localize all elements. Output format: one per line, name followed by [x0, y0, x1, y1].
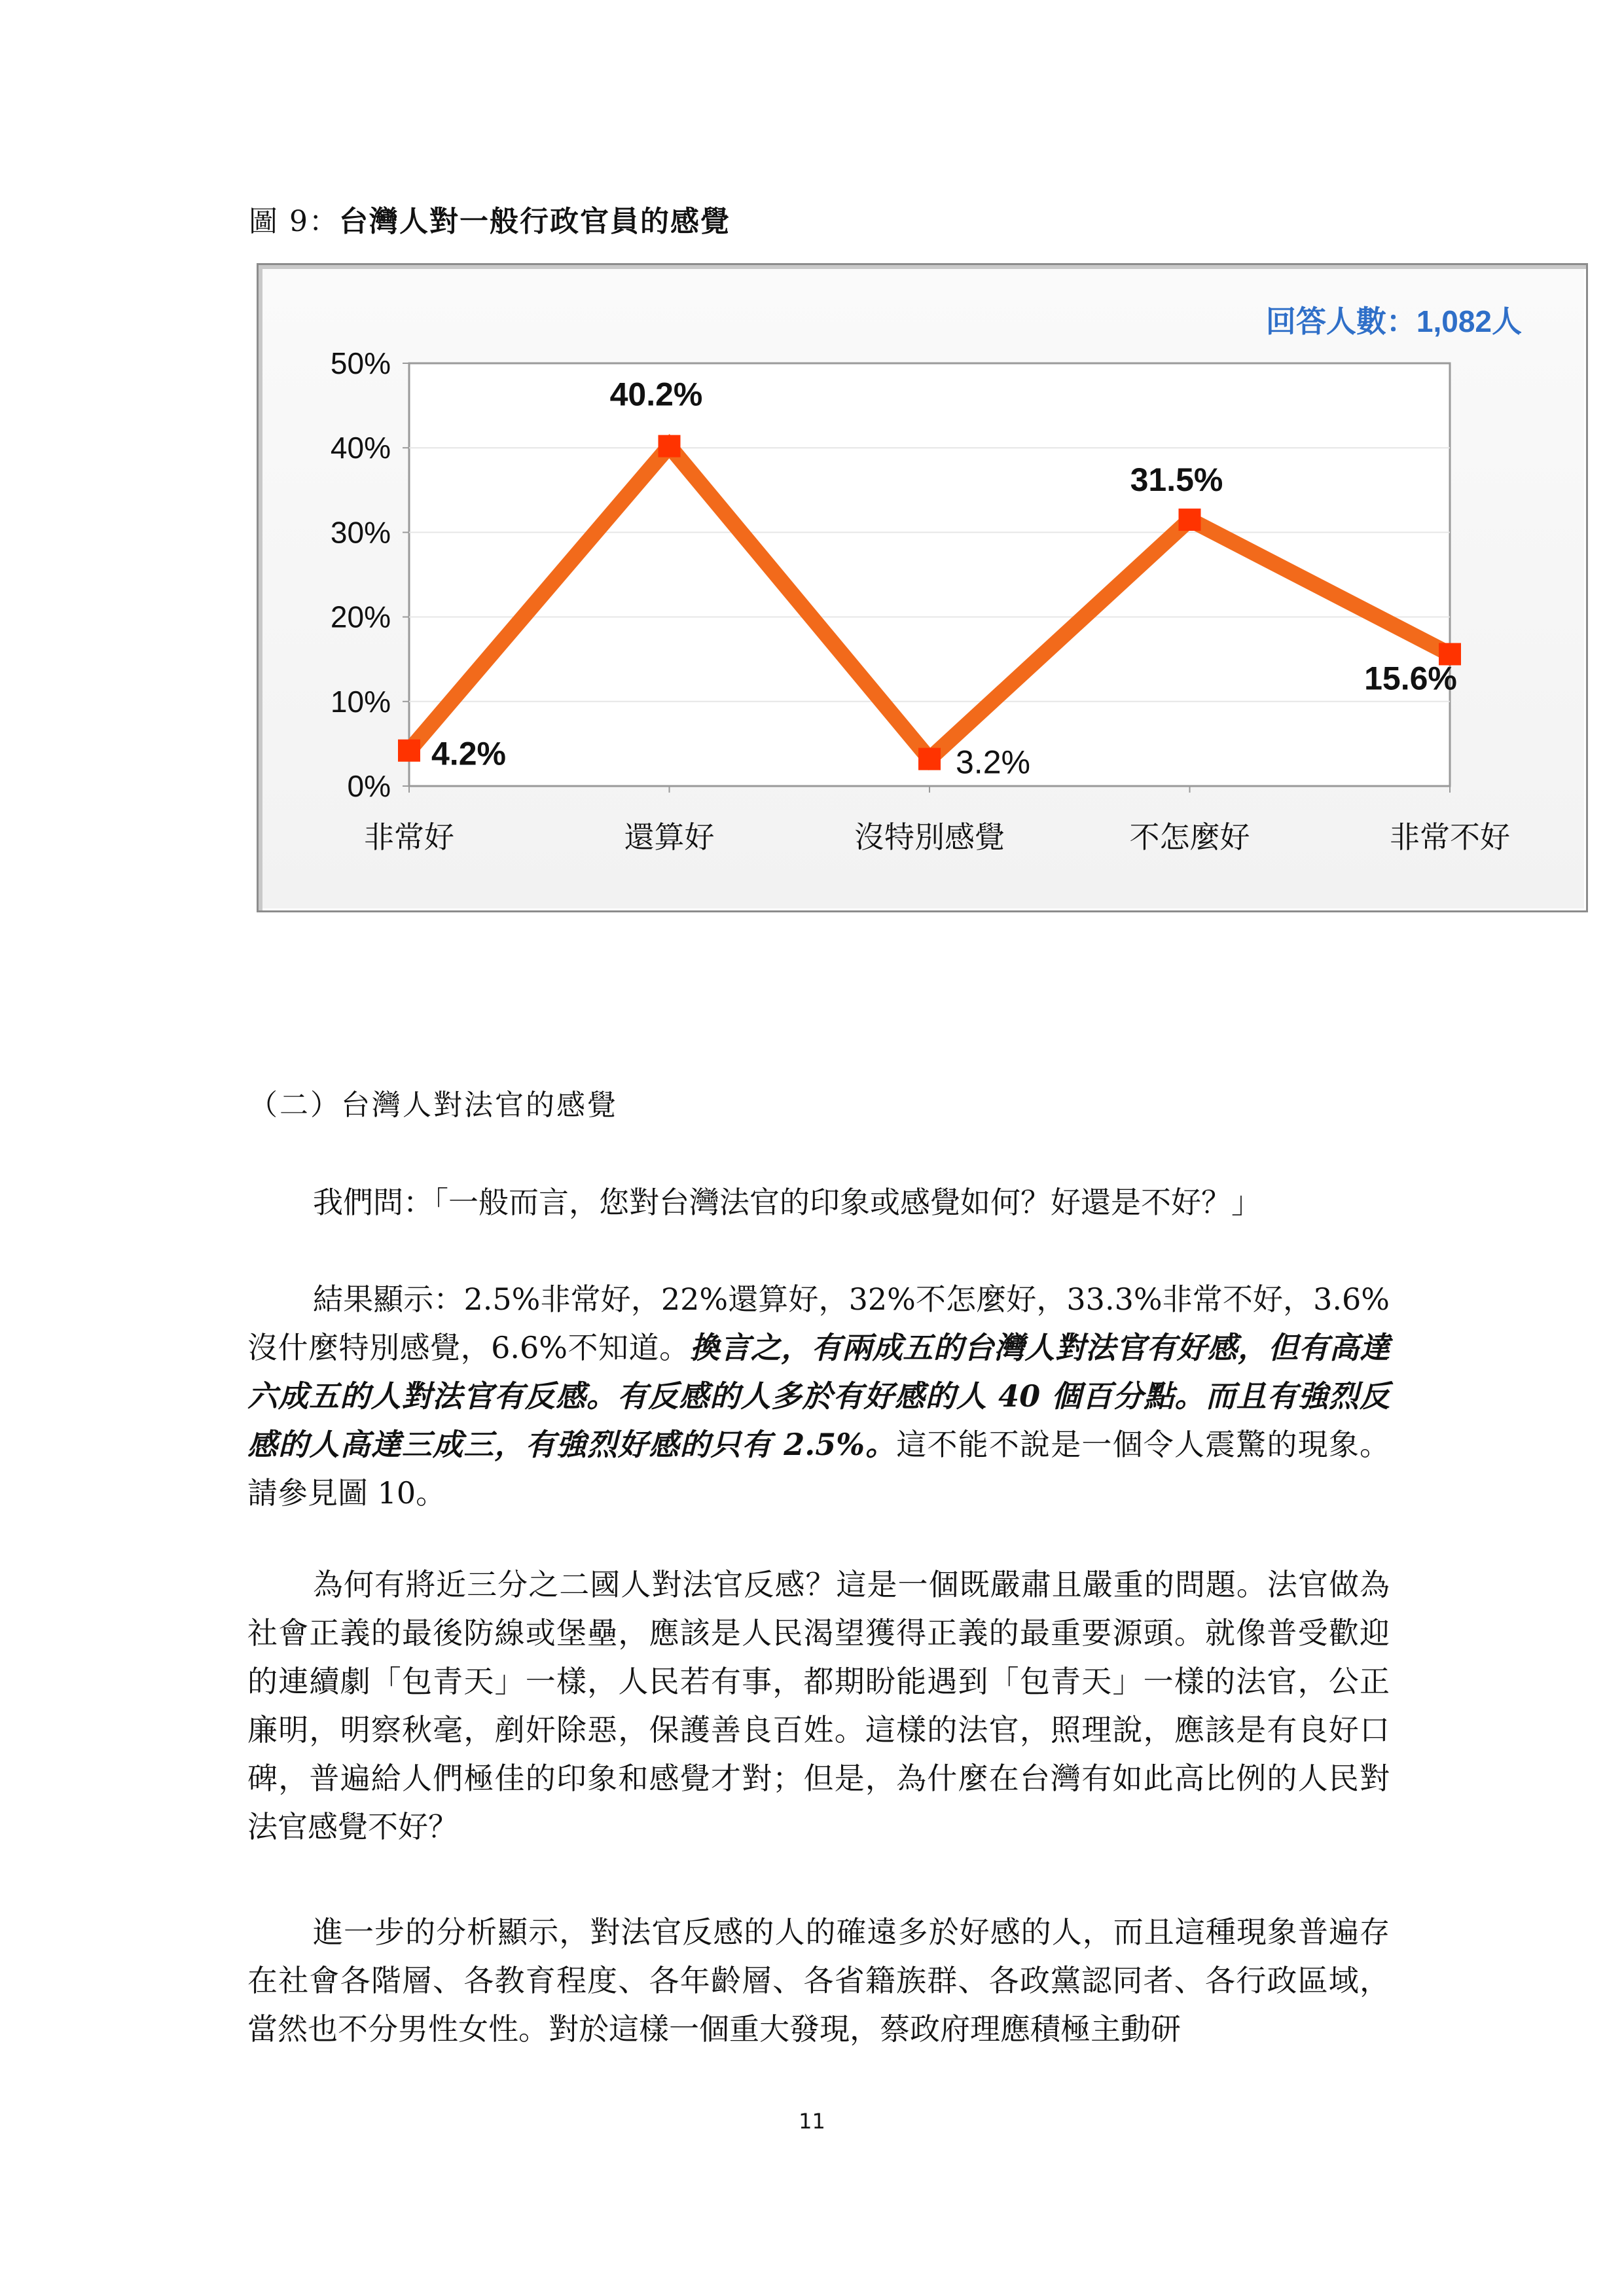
- data-label: 4.2%: [431, 735, 506, 772]
- data-label: 3.2%: [956, 744, 1030, 781]
- figure-title: 台灣人對一般行政官員的感覺: [338, 205, 731, 238]
- x-tick-label: 沒特別感覺: [854, 820, 1005, 854]
- data-label: 15.6%: [1364, 660, 1457, 697]
- paragraph-why: 為何有將近三分之二國人對法官反感？這是一個既嚴肅且嚴重的問題。法官做為社會正義的最後防線或堡壘，應該是人民渴望獲得正義的最重要源頭。就像普受歡迎的連續劇「包青天」一樣，人民若有事，都期盼能遇到「包青天」一樣的法官，公正廉明，明察秋毫，剷奸除惡，保護善良百姓。這樣的法官，照理說，應該是有良好口碑，普遍給人們極佳的印象和感覺才對；但是，為什麼在台灣有如此高比例的人民對法官感覺不好？: [247, 1567, 1390, 1844]
- line-chart: [259, 265, 1590, 914]
- data-point: [398, 740, 420, 762]
- figure-caption: [249, 198, 731, 240]
- y-tick-label: 40%: [330, 431, 391, 465]
- y-tick-label: 10%: [330, 684, 391, 719]
- section-heading: （二）台灣人對法官的感覺: [249, 1088, 618, 1122]
- paragraph-results: [247, 1275, 1390, 1517]
- x-tick-label: 非常不好: [1390, 820, 1510, 854]
- data-label: 31.5%: [1130, 461, 1223, 499]
- line-chart-frame: [257, 263, 1588, 912]
- x-tick-label: 不怎麼好: [1129, 820, 1250, 854]
- paragraph-question: 我們問：「一般而言，您對台灣法官的印象或感覺如何？好還是不好？」: [313, 1185, 1261, 1220]
- x-tick-label: 非常好: [364, 820, 454, 854]
- data-point: [659, 435, 681, 457]
- y-tick-label: 0%: [347, 769, 391, 803]
- data-point: [918, 748, 941, 770]
- y-tick-label: 30%: [330, 515, 391, 550]
- y-tick-label: 50%: [330, 346, 391, 380]
- data-point: [1179, 509, 1201, 531]
- respondents-note: 回答人數：1,082人: [1265, 304, 1522, 338]
- data-label: 40.2%: [609, 376, 703, 413]
- results-text-a: 結果顯示：2.5%非常好，22%還算好，32%不怎麼好，33.3%非常不好，3.6%沒什麼特別感覺，6.6%不知道。: [247, 1282, 1390, 1365]
- paragraph-analysis: 進一步的分析顯示，對法官反感的人的確遠多於好感的人，而且這種現象普遍存在社會各階層、各教育程度、各年齡層、各省籍族群、各政黨認同者、各行政區域，當然也不分男性女性。對於這樣一個重大發現，蔡政府理應積極主動研: [247, 1914, 1390, 2047]
- figure-number: 圖 9：: [249, 205, 339, 238]
- page-number: 11: [799, 2109, 825, 2134]
- y-tick-label: 20%: [330, 600, 391, 634]
- results-emphasis: 換言之，有兩成五的台灣人對法官有好感，但有高達六成五的人對法官有反感。有反感的人多於有好感的人 40 個百分點。而且有強烈反感的人高達三成三，有強烈好感的只有 2.5%。: [247, 1330, 1390, 1462]
- x-tick-label: 還算好: [624, 820, 715, 854]
- results-text-b: 這不能不說是一個令人震驚的現象。請參見圖 10。: [247, 1427, 1390, 1511]
